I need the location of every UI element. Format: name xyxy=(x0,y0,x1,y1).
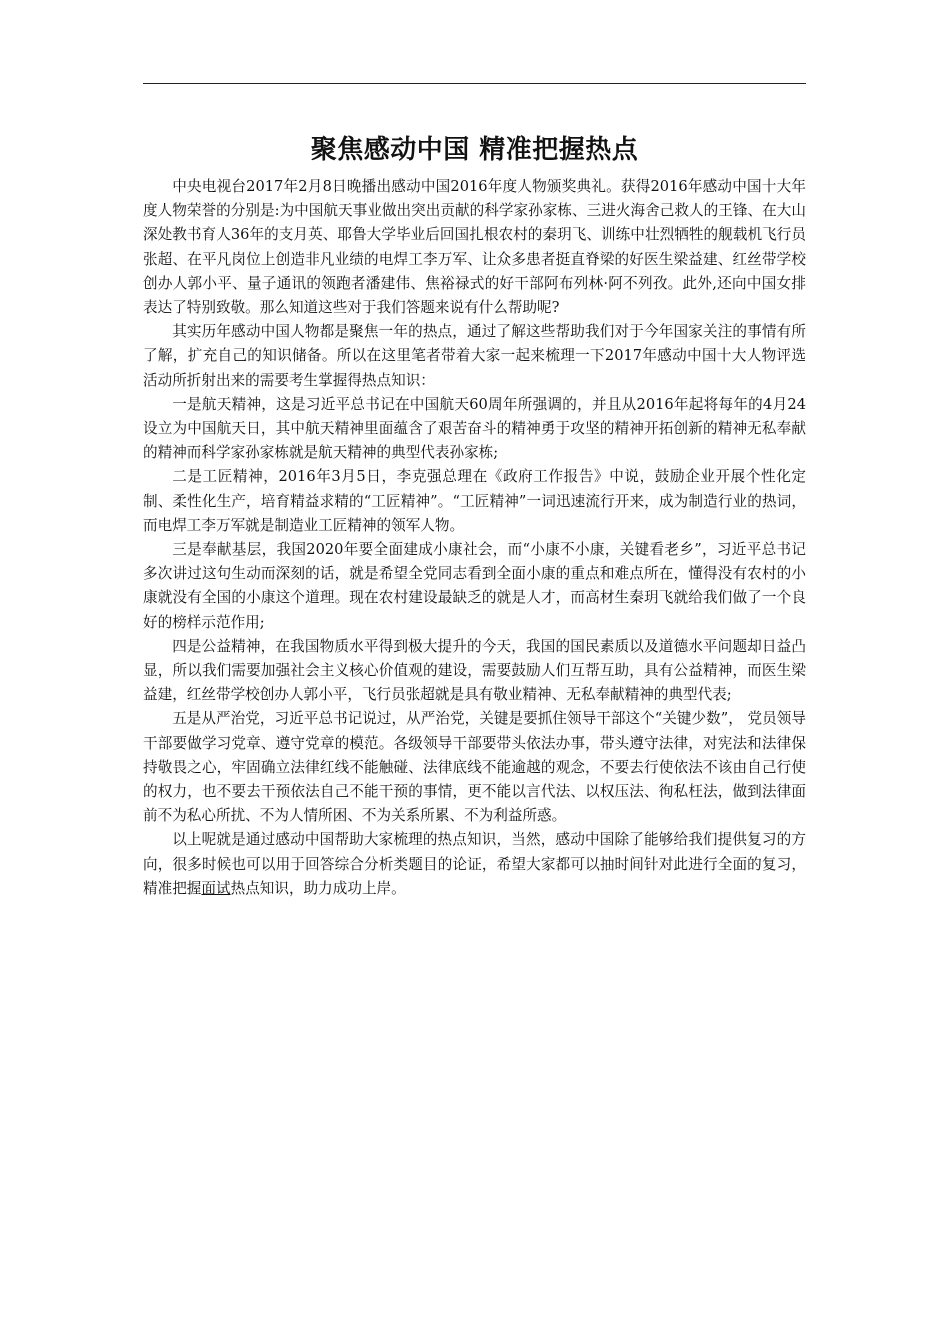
interview-link[interactable]: 面试 xyxy=(201,879,231,897)
paragraph-closing xyxy=(143,828,806,901)
page-title: 聚焦感动中国 精准把握热点 xyxy=(310,135,639,165)
paragraph-grassroots-dedication: 三是奉献基层，我国2020年要全面建成小康社会，而“小康不小康，关键看老乡”，习近平总书记多次讲过这句生动而深刻的话，就是希望全党同志看到全面小康的重点和难点所在，懂得没有农村的小康就没有全国的小康这个道理。现在农村建设最缺乏的就是人才，而高材生秦玥飞就给我们做了一个良好的榜样示范作用; xyxy=(143,541,806,631)
closing-text-before-link: 以上呢就是通过感动中国帮助大家梳理的热点知识，当然，感动中国除了能够给我们提供复习的方向，很多时候也可以用于回答综合分析类题目的论证，希望大家都可以抽时间针对此进行全面的复习，精准把握 xyxy=(143,831,806,897)
paragraph-craftsman-spirit: 二是工匠精神，2016年3月5日，李克强总理在《政府工作报告》中说，鼓励企业开展个性化定制、柔性化生产，培育精益求精的“工匠精神”。“工匠精神”一词迅速流行开来，成为制造行业的热词，而电焊工李万军就是制造业工匠精神的领军人物。 xyxy=(143,468,806,534)
paragraph-intro: 中央电视台2017年2月8日晚播出感动中国2016年度人物颁奖典礼。获得2016年感动中国十大年度人物荣誉的分别是:为中国航天事业做出突出贡献的科学家孙家栋、三进火海舍己救人的王锋、在大山深处教书育人36年的支月英、耶鲁大学毕业后回国扎根农村的秦玥飞、训练中壮烈牺牲的舰载机飞行员张超、在平凡岗位上创造非凡业绩的电焊工李万军、让众多患者挺直脊梁的好医生梁益建、红丝带学校创办人郭小平、量子通讯的领跑者潘建伟、焦裕禄式的好干部阿布列林·阿不列孜。此外,还向中国女排表达了特别致敬。那么知道这些对于我们答题来说有什么帮助呢? xyxy=(143,178,806,317)
article-body xyxy=(143,175,806,901)
paragraph-strict-party-governance: 五是从严治党，习近平总书记说过，从严治党，关键是要抓住领导干部这个“关键少数”， 党员领导干部要做学习党章、遵守党章的模范。各级领导干部要带头依法办事，带头遵守法律，对宪法和法律保持敬畏之心，牢固确立法律红线不能触碰、法律底线不能逾越的观念，不要去行使依法不该由自己行使的权力，也不要去干预依法自己不能干预的事情，更不能以言代法、以权压法、徇私枉法，做到法律面前不为私心所扰、不为人情所困、不为关系所累、不为利益所惑。 xyxy=(143,710,806,825)
paragraph-overview: 其实历年感动中国人物都是聚焦一年的热点，通过了解这些帮助我们对于今年国家关注的事情有所了解，扩充自己的知识储备。所以在这里笔者带着大家一起来梳理一下2017年感动中国十大人物评选活动所折射出来的需要考生掌握得热点知识： xyxy=(143,323,806,389)
header-rule xyxy=(143,83,806,84)
paragraph-aerospace-spirit: 一是航天精神，这是习近平总书记在中国航天60周年所强调的，并且从2016年起将每年的4月24设立为中国航天日，其中航天精神里面蕴含了艰苦奋斗的精神勇于攻坚的精神开拓创新的精神无私奉献的精神而科学家孙家栋就是航天精神的典型代表孙家栋; xyxy=(143,395,806,462)
closing-text-after-link: 热点知识，助力成功上岸。 xyxy=(230,879,406,897)
paragraph-public-welfare: 四是公益精神，在我国物质水平得到极大提升的今天，我国的国民素质以及道德水平问题却日益凸显，所以我们需要加强社会主义核心价值观的建设，需要鼓励人们互帮互助，具有公益精神，而医生梁益建，红丝带学校创办人郭小平，飞行员张超就是具有敬业精神、无私奉献精神的典型代表; xyxy=(143,637,806,704)
